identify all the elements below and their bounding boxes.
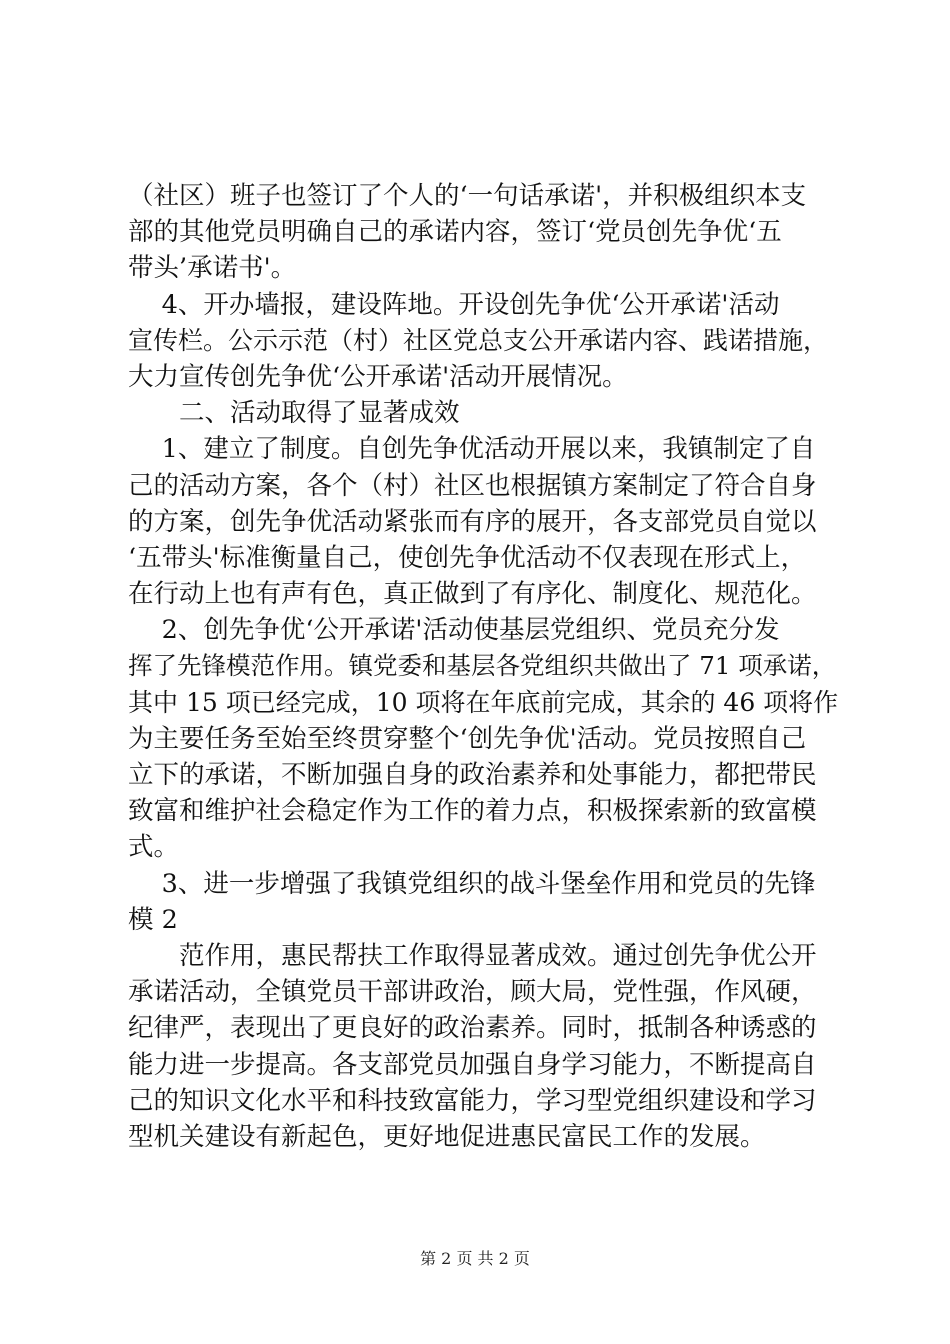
- text-line: 己的活动方案，各个（村）社区也根据镇方案制定了符合自身: [128, 470, 817, 501]
- text-line: 致富和维护社会稳定作为工作的着力点，积极探索新的致富模: [128, 796, 817, 827]
- text-line: 己的知识文化水平和科技致富能力，学习型党组织建设和学习: [128, 1085, 817, 1116]
- text-line: 部的其他党员明确自己的承诺内容，签订‘党员创先争优‘五: [128, 217, 782, 248]
- text-line: 其中 15 项已经完成，10 项将在年底前完成，其余的 46 项将作: [128, 687, 839, 717]
- text-line: （社区）班子也签订了个人的‘一句话承诺'，并积极组织本支: [128, 181, 807, 211]
- text-line: 1、建立了制度。自创先争优活动开展以来，我镇制定了自: [128, 434, 816, 465]
- text-line: 带头’承诺书'。: [128, 253, 297, 284]
- text-line: 纪律严，表现出了更良好的政治素养。同时，抵制各种诱惑的: [128, 1013, 817, 1044]
- text-line: 能力进一步提高。各支部党员加强自身学习能力，不断提高自: [128, 1049, 817, 1080]
- text-line: 二、活动取得了显著成效: [128, 398, 460, 429]
- text-line: 4、开办墙报，建设阵地。开设创先争优‘公开承诺'活动: [128, 289, 780, 320]
- text-line: 在行动上也有声有色，真正做到了有序化、制度化、规范化。: [128, 579, 817, 610]
- text-line: 型机关建设有新起色，更好地促进惠民富民工作的发展。: [128, 1121, 766, 1152]
- text-line: 2、创先争优‘公开承诺'活动使基层党组织、党员充分发: [128, 615, 780, 646]
- text-line: 承诺活动，全镇党员干部讲政治，顾大局，党性强，作风硬，: [128, 977, 817, 1008]
- text-line: 模 2: [128, 904, 178, 935]
- text-line: 挥了先锋模范作用。镇党委和基层各党组织共做出了 71 项承诺，: [128, 651, 837, 681]
- page-footer: 第 2 页 共 2 页: [420, 1249, 530, 1268]
- text-line: 大力宣传创先争优‘公开承诺'活动开展情况。: [128, 361, 628, 392]
- text-line: 式。: [128, 832, 180, 863]
- document-body: [128, 178, 839, 1155]
- text-line: 的方案，创先争优活动紧张而有序的展开，各支部党员自觉以: [128, 506, 817, 537]
- text-line: 为主要任务至始至终贯穿整个‘创先争优'活动。党员按照自己: [128, 723, 807, 754]
- text-line: 宣传栏。公示示范（村）社区党总支公开承诺内容、践诺措施，: [128, 325, 829, 355]
- text-line: 立下的承诺，不断加强自身的政治素养和处事能力，都把带民: [128, 760, 817, 790]
- text-line: ‘五带头'标准衡量自己，使创先争优活动不仅表现在形式上，: [128, 542, 807, 573]
- text-line: 3、进一步增强了我镇党组织的战斗堡垒作用和党员的先锋: [128, 868, 816, 899]
- text-line: 范作用，惠民帮扶工作取得显著成效。通过创先争优公开: [128, 940, 817, 971]
